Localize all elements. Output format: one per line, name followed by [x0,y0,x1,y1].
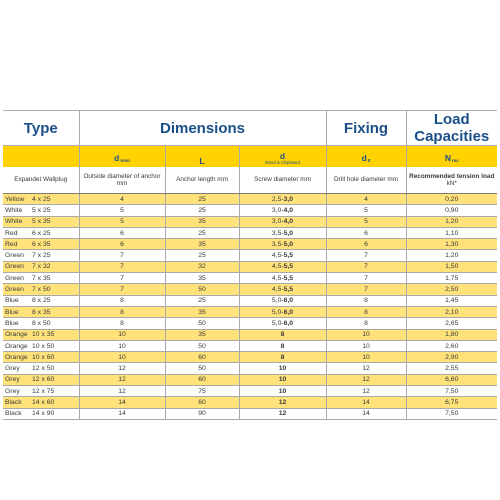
cell-type [3,397,79,408]
cell-outside-diameter: 8 [79,318,165,329]
cell-size: 6 x 25 [32,229,51,237]
cell-screw-max: 8 [280,331,285,339]
cell-load: 1,20 [406,216,497,227]
cell-screw-diameter [239,386,326,397]
fixing-header: Fixing [326,111,406,146]
cell-load: 1,75 [406,273,497,284]
cell-screw-max: 6,0 [283,297,294,305]
cell-load: 6,75 [406,397,497,408]
cell-size: 10 x 50 [32,342,55,350]
cell-anchor-length: 35 [165,273,239,284]
cell-color: Red [5,240,18,248]
cell-drill-hole: 8 [326,318,406,329]
cell-drill-hole: 10 [326,352,406,363]
cell-type [3,386,79,397]
cell-drill-hole: 8 [326,306,406,317]
table-row [3,340,497,351]
cell-screw-diameter [239,408,326,419]
desc-screw-diameter: Screw diameter mm [239,167,326,194]
cell-color: White [5,206,23,214]
cell-screw-max: 6,0 [283,319,294,327]
cell-screw-max: 8 [280,353,285,361]
load-capacities-header: Load Capacities [406,111,497,146]
cell-type [3,216,79,227]
cell-size: 5 x 25 [32,206,51,214]
spec-rows [3,194,497,420]
cell-screw-diameter [239,250,326,261]
table-row [3,318,497,329]
cell-screw-diameter [239,295,326,306]
cell-load: 7,50 [406,386,497,397]
cell-anchor-length: 50 [165,318,239,329]
table-row [3,374,497,385]
cell-size: 14 x 90 [32,410,55,418]
cell-load: 2,55 [406,363,497,374]
desc-type: Expandet Wallplug [3,167,79,194]
symbol-d0-sub: 0 [367,158,371,163]
symbol-length: L [165,146,239,168]
cell-screw-max: 6,0 [283,308,294,316]
cell-type [3,284,79,295]
cell-type [3,352,79,363]
cell-color: Black [5,410,22,418]
cell-outside-diameter: 12 [79,374,165,385]
table-row [3,329,497,340]
table-row [3,386,497,397]
cell-load: 2,90 [406,352,497,363]
cell-size: 7 x 25 [32,252,51,260]
cell-outside-diameter: 6 [79,227,165,238]
table-row [3,397,497,408]
symbol-nrec-sub: rec [451,158,459,163]
cell-load: 1,50 [406,261,497,272]
cell-anchor-length: 60 [165,374,239,385]
cell-drill-hole: 6 [326,227,406,238]
cell-color: Blue [5,319,19,327]
table-row [3,227,497,238]
cell-drill-hole: 5 [326,216,406,227]
cell-screw-max: 10 [278,365,287,373]
cell-size: 7 x 32 [32,263,51,271]
cell-size: 7 x 35 [32,274,51,282]
cell-size: 14 x 60 [32,398,55,406]
table-row [3,363,497,374]
cell-outside-diameter: 7 [79,261,165,272]
cell-load: 1,20 [406,250,497,261]
cell-load: 6,60 [406,374,497,385]
cell-outside-diameter: 10 [79,352,165,363]
cell-color: Green [5,252,24,260]
cell-outside-diameter: 7 [79,250,165,261]
cell-outside-diameter: 8 [79,295,165,306]
cell-size: 10 x 35 [32,331,55,339]
description-row [3,167,497,194]
cell-screw-max: 5,5 [283,263,294,271]
cell-anchor-length: 90 [165,408,239,419]
cell-screw-max: 4,0 [283,206,294,214]
cell-drill-hole: 5 [326,205,406,216]
cell-type [3,340,79,351]
cell-screw-min: 4,5- [271,274,284,282]
cell-screw-diameter [239,284,326,295]
cell-screw-max: 10 [278,387,287,395]
cell-color: Green [5,263,24,271]
cell-screw-diameter [239,194,326,205]
cell-anchor-length: 35 [165,329,239,340]
desc-load-title: Recommended tension load [409,172,495,180]
cell-outside-diameter: 8 [79,306,165,317]
cell-drill-hole: 12 [326,374,406,385]
cell-type [3,295,79,306]
cell-screw-diameter [239,216,326,227]
cell-type [3,374,79,385]
cell-screw-diameter [239,205,326,216]
group-header-row [3,111,497,146]
cell-screw-diameter [239,329,326,340]
cell-type [3,408,79,419]
cell-screw-min: 4,5- [271,263,284,271]
cell-screw-max: 4,0 [283,218,294,226]
cell-screw-max: 5,5 [283,274,294,282]
table-row [3,284,497,295]
cell-screw-min: 5,0- [271,297,284,305]
cell-drill-hole: 7 [326,250,406,261]
cell-size: 12 x 75 [32,387,55,395]
dimensions-header: Dimensions [79,111,326,146]
desc-load-unit: kN* [446,180,457,187]
cell-screw-diameter [239,340,326,351]
cell-load: 2,50 [406,284,497,295]
cell-anchor-length: 50 [165,284,239,295]
cell-size: 5 x 35 [32,218,51,226]
cell-outside-diameter: 12 [79,363,165,374]
cell-size: 8 x 50 [32,319,51,327]
cell-outside-diameter: 7 [79,284,165,295]
cell-type [3,205,79,216]
cell-screw-min: 4,5- [271,252,284,260]
cell-type [3,273,79,284]
cell-screw-min: 3,5- [271,229,284,237]
spec-table [3,110,497,420]
cell-anchor-length: 25 [165,205,239,216]
cell-screw-diameter [239,374,326,385]
cell-color: Green [5,274,24,282]
cell-outside-diameter: 6 [79,239,165,250]
cell-screw-min: 3,0- [271,218,284,226]
cell-load: 1,10 [406,227,497,238]
cell-screw-max: 10 [278,376,287,384]
cell-size: 10 x 60 [32,353,55,361]
cell-screw-max: 5,5 [283,252,294,260]
cell-screw-max: 12 [278,398,287,406]
cell-anchor-length: 25 [165,227,239,238]
table-row [3,194,497,205]
symbol-screw [239,146,326,168]
cell-drill-hole: 7 [326,284,406,295]
table-row [3,295,497,306]
desc-load [406,167,497,194]
cell-outside-diameter: 10 [79,340,165,351]
table-row [3,306,497,317]
symbol-dnom-sub: nom [120,158,130,163]
cell-screw-diameter [239,352,326,363]
cell-drill-hole: 7 [326,273,406,284]
cell-outside-diameter: 10 [79,329,165,340]
symbol-d0 [326,146,406,168]
cell-outside-diameter: 4 [79,194,165,205]
cell-color: Grey [5,376,20,384]
cell-anchor-length: 32 [165,261,239,272]
cell-outside-diameter: 5 [79,216,165,227]
cell-screw-min: 3,5- [271,240,284,248]
cell-screw-max: 8 [280,342,285,350]
cell-load: 1,45 [406,295,497,306]
cell-drill-hole: 10 [326,329,406,340]
cell-anchor-length: 35 [165,216,239,227]
cell-drill-hole: 12 [326,386,406,397]
cell-color: White [5,218,23,226]
cell-drill-hole: 12 [326,363,406,374]
cell-color: Orange [5,353,28,361]
cell-load: 2,65 [406,318,497,329]
cell-outside-diameter: 5 [79,205,165,216]
cell-color: Black [5,398,22,406]
cell-screw-diameter [239,261,326,272]
table-row [3,352,497,363]
cell-outside-diameter: 14 [79,408,165,419]
cell-type [3,261,79,272]
table-row [3,205,497,216]
cell-outside-diameter: 7 [79,273,165,284]
cell-load: 2,60 [406,340,497,351]
symbol-dnom-main: d [114,153,120,163]
desc-drill-hole: Drill hole diameter mm [326,167,406,194]
cell-drill-hole: 6 [326,239,406,250]
cell-screw-diameter [239,397,326,408]
cell-type [3,250,79,261]
cell-screw-max: 12 [278,410,287,418]
cell-drill-hole: 7 [326,261,406,272]
type-header: Type [3,111,79,146]
desc-outside-diameter: Outside diameter of anchor mm [79,167,165,194]
table-row [3,239,497,250]
table-row [3,408,497,419]
symbol-screw-main: d [279,151,286,161]
cell-type [3,363,79,374]
cell-size: 6 x 35 [32,240,51,248]
cell-type [3,194,79,205]
cell-screw-max: 3,0 [283,195,294,203]
cell-color: Orange [5,342,28,350]
cell-outside-diameter: 12 [79,386,165,397]
cell-type [3,318,79,329]
cell-drill-hole: 4 [326,194,406,205]
cell-drill-hole: 8 [326,295,406,306]
cell-type [3,239,79,250]
table-row [3,216,497,227]
cell-anchor-length: 60 [165,397,239,408]
cell-size: 7 x 50 [32,286,51,294]
cell-screw-min: 5,0- [271,308,284,316]
cell-screw-min: 3,0- [271,206,284,214]
desc-anchor-length: Anchor length mm [165,167,239,194]
cell-load: 2,10 [406,306,497,317]
cell-color: Green [5,286,24,294]
cell-anchor-length: 60 [165,352,239,363]
cell-color: Orange [5,331,28,339]
cell-size: 4 x 25 [32,195,51,203]
symbol-nrec-main: N [444,153,451,163]
cell-anchor-length: 25 [165,295,239,306]
cell-load: 1,30 [406,239,497,250]
cell-screw-diameter [239,318,326,329]
cell-color: Blue [5,297,19,305]
cell-anchor-length: 50 [165,340,239,351]
cell-screw-min: 5,0- [271,319,284,327]
cell-size: 12 x 50 [32,365,55,373]
cell-color: Blue [5,308,19,316]
symbol-type-cell [3,146,79,168]
cell-color: Yellow [5,195,25,203]
cell-type [3,227,79,238]
cell-anchor-length: 35 [165,239,239,250]
symbol-row [3,146,497,168]
cell-load: 7,50 [406,408,497,419]
cell-outside-diameter: 14 [79,397,165,408]
cell-load: 1,80 [406,329,497,340]
cell-screw-max: 5,0 [283,240,294,248]
cell-screw-diameter [239,239,326,250]
cell-screw-max: 5,0 [283,229,294,237]
cell-drill-hole: 14 [326,397,406,408]
cell-size: 12 x 60 [32,376,55,384]
symbol-screw-sub: Wood & Chipboard [264,160,301,165]
table-row [3,261,497,272]
cell-screw-diameter [239,306,326,317]
cell-drill-hole: 10 [326,340,406,351]
cell-anchor-length: 35 [165,306,239,317]
cell-screw-min: 2,5- [271,195,284,203]
cell-anchor-length: 50 [165,363,239,374]
table-row [3,273,497,284]
cell-load: 0,90 [406,205,497,216]
cell-screw-max: 5,5 [283,286,294,294]
cell-screw-min: 4,5- [271,286,284,294]
cell-anchor-length: 25 [165,194,239,205]
cell-size: 8 x 25 [32,297,51,305]
cell-screw-diameter [239,363,326,374]
cell-anchor-length: 25 [165,250,239,261]
cell-drill-hole: 14 [326,408,406,419]
cell-type [3,306,79,317]
cell-size: 8 x 35 [32,308,51,316]
cell-color: Grey [5,387,20,395]
cell-screw-diameter [239,227,326,238]
cell-screw-diameter [239,273,326,284]
table-row [3,250,497,261]
cell-type [3,329,79,340]
symbol-d0-main: d [361,153,367,163]
cell-anchor-length: 75 [165,386,239,397]
cell-color: Grey [5,365,20,373]
cell-color: Red [5,229,18,237]
wallplug-spec-sheet [3,110,497,420]
symbol-dnom [79,146,165,168]
symbol-nrec [406,146,497,168]
cell-load: 0,20 [406,194,497,205]
